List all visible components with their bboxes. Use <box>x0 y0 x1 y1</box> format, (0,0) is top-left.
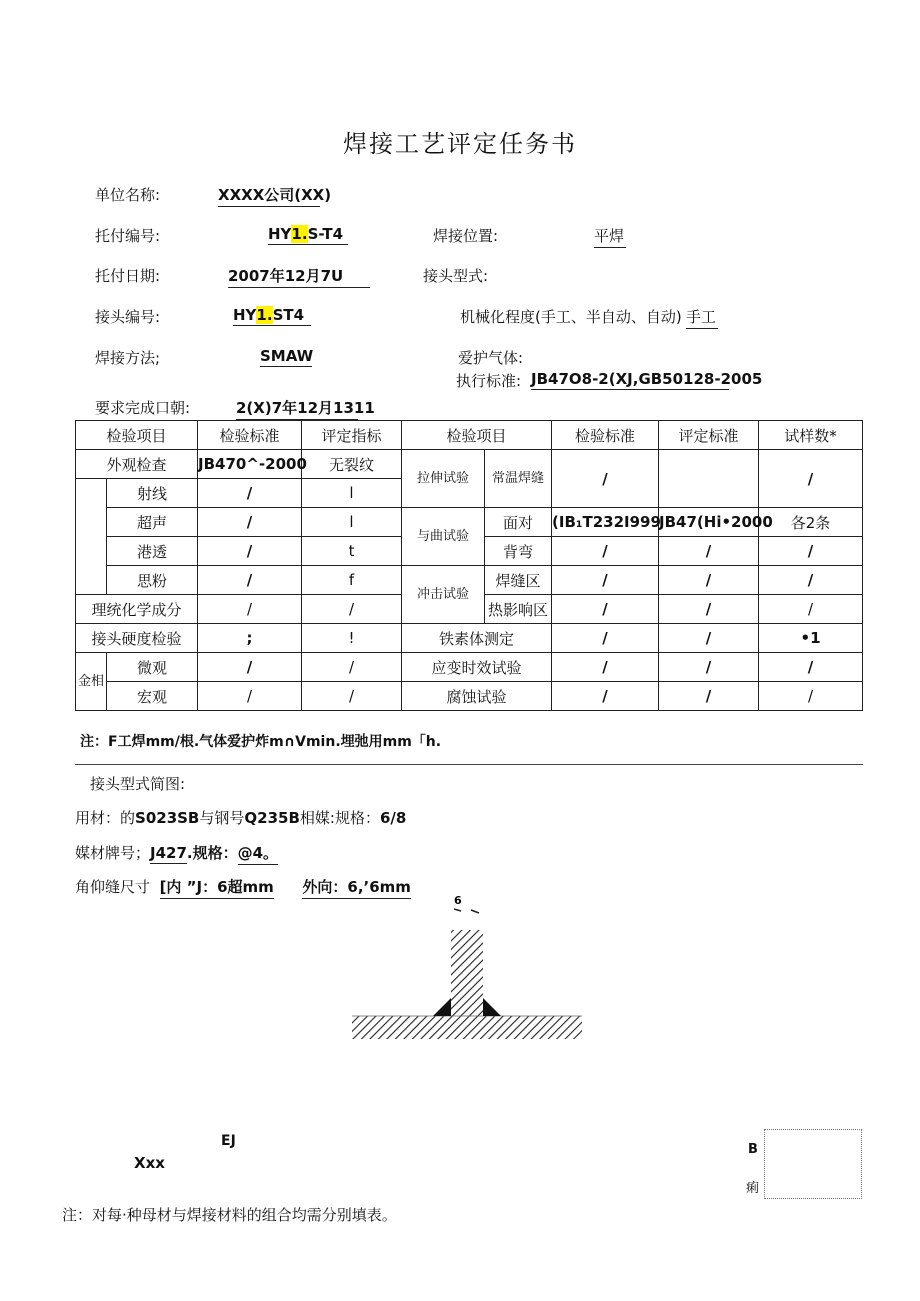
tensile-sub-label: 常温焊缝 <box>485 450 552 508</box>
header-standard: 检验标准 <box>198 421 302 450</box>
table-row <box>76 653 863 682</box>
weld-size-label: 6 <box>454 894 462 907</box>
fillet-weld-left <box>433 998 451 1016</box>
tensile-samples: / <box>759 450 863 508</box>
bend-face-criteria: JB47(Hi•2000 <box>659 508 759 537</box>
standard-label: 执行标准: <box>456 372 522 390</box>
ndt-group-cell <box>76 479 107 595</box>
bend-face-standard: (IB₁T232I999 <box>552 508 659 537</box>
header-item-2: 检验项目 <box>402 421 552 450</box>
row-pt-index: t <box>302 537 402 566</box>
row-rt-name: 射线 <box>107 479 198 508</box>
header-item: 检验项目 <box>76 421 198 450</box>
joint-no-value: HY1.ST4 <box>233 306 311 326</box>
impact-weld-standard: / <box>552 566 659 595</box>
strain-aging-label: 应变时效试验 <box>402 653 552 682</box>
row-rt-standard: / <box>198 479 302 508</box>
impact-weld-criteria: / <box>659 566 759 595</box>
row-micro-index: / <box>302 653 402 682</box>
joint-type-label: 接头型式: <box>423 267 489 285</box>
table-row <box>76 624 863 653</box>
row-macro-standard: / <box>198 682 302 711</box>
header-standard-2: 检验标准 <box>552 421 659 450</box>
table-header-row <box>76 421 863 450</box>
joint-no-label: 接头编号: <box>95 308 161 326</box>
shield-gas-label: 爱护气体: <box>458 349 524 367</box>
corrosion-samples: / <box>759 682 863 711</box>
fillet-weld-right <box>483 998 501 1016</box>
row-mt-name: 思粉 <box>107 566 198 595</box>
header-sample-count: 试样数* <box>759 421 863 450</box>
finish-date-label: 要求完成口朝: <box>95 399 191 417</box>
bend-back-criteria: / <box>659 537 759 566</box>
web-plate <box>451 930 483 1016</box>
stamp-box <box>764 1129 862 1199</box>
date-value: 2007年12月7U <box>228 265 370 288</box>
header-index: 评定指标 <box>302 421 402 450</box>
row-chem-name: 理统化学成分 <box>76 595 198 624</box>
row-micro-name: 微观 <box>107 653 198 682</box>
joint-sketch-diagram <box>340 890 590 1040</box>
bend-back-samples: / <box>759 537 863 566</box>
order-no-label: 托付编号: <box>95 227 161 245</box>
corrosion-label: 腐蚀试验 <box>402 682 552 711</box>
signature-xxx: Xxx <box>134 1154 165 1172</box>
row-visual-index: 无裂纹 <box>302 450 402 479</box>
material-line: 用材：的S023SB与钢号Q235B相媒:规格：6/8 <box>75 809 407 827</box>
row-mt-standard: / <box>198 566 302 595</box>
row-hardness-index: ! <box>302 624 402 653</box>
table-note: 注：F工焊mm/根.气体爱护炸m∩Vmin.埋弛用mm「h. <box>80 734 442 750</box>
strain-aging-standard: / <box>552 653 659 682</box>
unit-label: 单位名称: <box>95 186 161 204</box>
table-row <box>76 682 863 711</box>
row-ut-name: 超声 <box>107 508 198 537</box>
row-macro-index: / <box>302 682 402 711</box>
impact-haz-label: 热影响区 <box>485 595 552 624</box>
ferrite-standard: / <box>552 624 659 653</box>
sketch-label: 接头型式简图: <box>90 775 186 793</box>
ferrite-samples: •1 <box>759 624 863 653</box>
consumable-line: 媒材牌号；J427.规格：@4。 <box>75 842 278 865</box>
unit-value: XXXX公司(XX) <box>218 184 320 207</box>
bend-face-samples: 各2条 <box>759 508 863 537</box>
table-row <box>76 566 863 595</box>
tensile-test-label: 拉伸试验 <box>402 450 485 508</box>
signature-ej: EJ <box>221 1133 236 1149</box>
metallography-label: 金相 <box>76 653 107 711</box>
ferrite-label: 铁素体测定 <box>402 624 552 653</box>
row-visual-name: 外观检查 <box>76 450 198 479</box>
divider <box>75 764 863 765</box>
standard-value: JB47O8-2(XJ,GB50128-2005 <box>531 370 763 388</box>
date-label: 托付日期: <box>95 267 161 285</box>
page-title: 焊接工艺评定任务书 <box>343 130 577 158</box>
row-chem-index: / <box>302 595 402 624</box>
strain-aging-criteria: / <box>659 653 759 682</box>
base-plate <box>352 1016 582 1039</box>
bend-back-label: 背弯 <box>485 537 552 566</box>
dimension-tick <box>471 910 479 913</box>
side-label-2: 痢 <box>746 1181 760 1196</box>
bend-face-label: 面对 <box>485 508 552 537</box>
finish-date-value: 2(X)7年12月1311 <box>236 397 358 420</box>
corrosion-criteria: / <box>659 682 759 711</box>
order-no-value: HY1.S-T4 <box>268 225 348 245</box>
row-mt-index: f <box>302 566 402 595</box>
row-chem-standard: / <box>198 595 302 624</box>
impact-weld-label: 焊缝区 <box>485 566 552 595</box>
weld-position-value: 平焊 <box>594 225 626 248</box>
bend-test-label: 与曲试验 <box>402 508 485 566</box>
weld-method-label: 焊接方法; <box>95 349 161 367</box>
impact-haz-samples: / <box>759 595 863 624</box>
strain-aging-samples: / <box>759 653 863 682</box>
row-macro-name: 宏观 <box>107 682 198 711</box>
row-pt-standard: / <box>198 537 302 566</box>
fillet-size-line: 角仰缝尺寸 [内 ”J：6超mm 外向：6,’6mm <box>75 876 411 899</box>
bend-back-standard: / <box>552 537 659 566</box>
mechanization-label: 机械化程度(手工、半自动、自动) <box>460 308 682 326</box>
row-visual-standard: JB470^-2000 <box>198 450 302 479</box>
impact-weld-samples: / <box>759 566 863 595</box>
footer-note: 注：对每·种母材与焊接材料的组合均需分别填表。 <box>62 1206 397 1224</box>
side-label-b: B <box>748 1142 758 1157</box>
tensile-standard: / <box>552 450 659 508</box>
ferrite-criteria: / <box>659 624 759 653</box>
header-criteria: 评定标准 <box>659 421 759 450</box>
row-hardness-name: 接头硬度检验 <box>76 624 198 653</box>
table-row <box>76 508 863 537</box>
row-micro-standard: / <box>198 653 302 682</box>
table-row <box>76 450 863 479</box>
inspection-table <box>75 420 863 711</box>
corrosion-standard: / <box>552 682 659 711</box>
row-rt-index: l <box>302 479 402 508</box>
impact-haz-standard: / <box>552 595 659 624</box>
impact-test-label: 冲击试验 <box>402 566 485 624</box>
row-ut-standard: / <box>198 508 302 537</box>
dimension-tick <box>454 909 461 911</box>
row-pt-name: 港透 <box>107 537 198 566</box>
mechanization-value: 手工 <box>686 306 718 329</box>
weld-method-value: SMAW <box>260 347 314 365</box>
weld-position-label: 焊接位置: <box>433 227 499 245</box>
row-ut-index: l <box>302 508 402 537</box>
tensile-criteria <box>659 450 759 508</box>
row-hardness-standard: ; <box>198 624 302 653</box>
impact-haz-criteria: / <box>659 595 759 624</box>
